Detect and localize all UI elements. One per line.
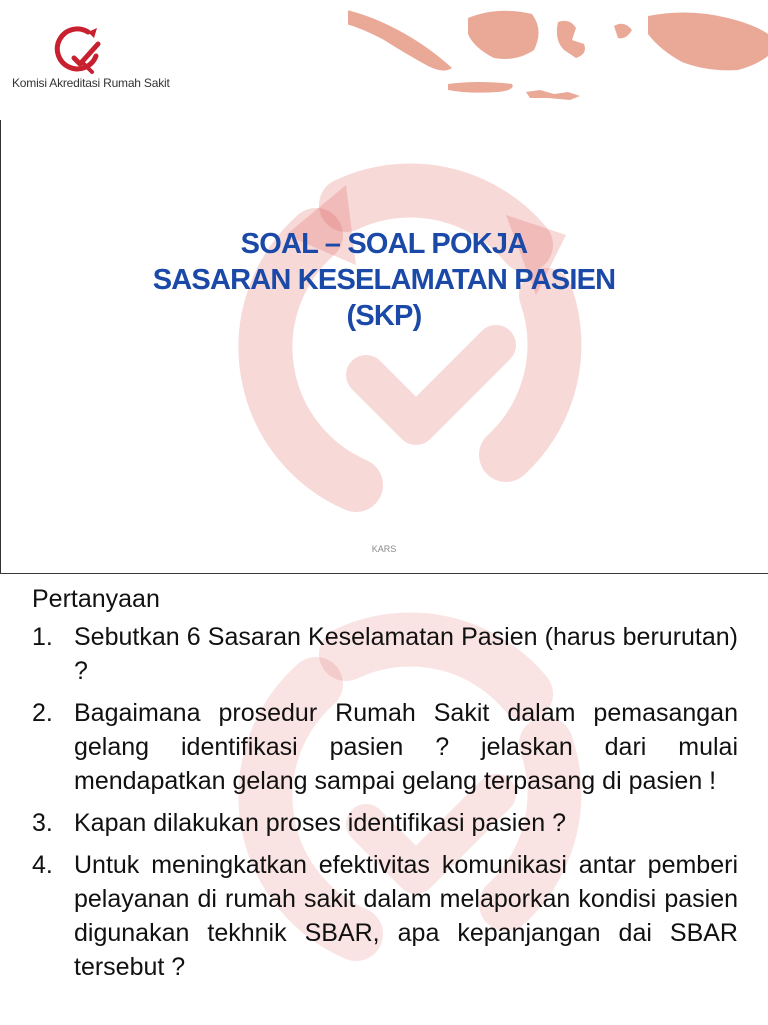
logo-text: Komisi Akreditasi Rumah Sakit	[12, 76, 170, 90]
question-text: Bagaimana prosedur Rumah Sakit dalam pemasangan gelang identifikasi pasien ? jelaskan dari mulai mendapatkan gelang sampai gelang terpasang di pasien !	[74, 699, 738, 795]
question-text: Kapan dilakukan proses identifikasi pasien ?	[74, 809, 566, 837]
question-number: 2.	[32, 699, 53, 727]
question-number: 4.	[32, 851, 53, 879]
kars-logo-icon	[46, 18, 110, 82]
question-item	[32, 620, 738, 688]
questions-list	[32, 620, 738, 984]
question-item	[32, 696, 738, 798]
slide-title	[0, 226, 768, 334]
slide-footer-label: KARS	[371, 544, 397, 554]
question-item	[32, 848, 738, 984]
title-line-1: SOAL – SOAL POKJA	[240, 228, 528, 260]
question-text: Untuk meningkatkan efektivitas komunikasi antar pemberi pelayanan di rumah sakit dalam melaporkan kondisi pasien digunakan tekhnik SBAR, apa kepanjangan dai SBAR tersebut ?	[74, 851, 738, 981]
kars-watermark-logo	[196, 125, 616, 545]
questions-slide	[0, 573, 768, 1025]
question-number: 3.	[32, 809, 53, 837]
title-line-3: (SKP)	[346, 300, 422, 332]
slide-left-border	[0, 120, 1, 573]
title-line-2: SASARAN KESELAMATAN PASIEN	[152, 264, 616, 296]
question-text: Sebutkan 6 Sasaran Keselamatan Pasien (harus berurutan) ?	[74, 623, 738, 685]
indonesia-map-decoration	[348, 0, 768, 112]
question-item	[32, 806, 738, 840]
kars-logo	[12, 8, 212, 120]
question-number: 1.	[32, 623, 53, 651]
questions-content	[32, 582, 738, 992]
questions-heading: Pertanyaan	[32, 585, 160, 613]
